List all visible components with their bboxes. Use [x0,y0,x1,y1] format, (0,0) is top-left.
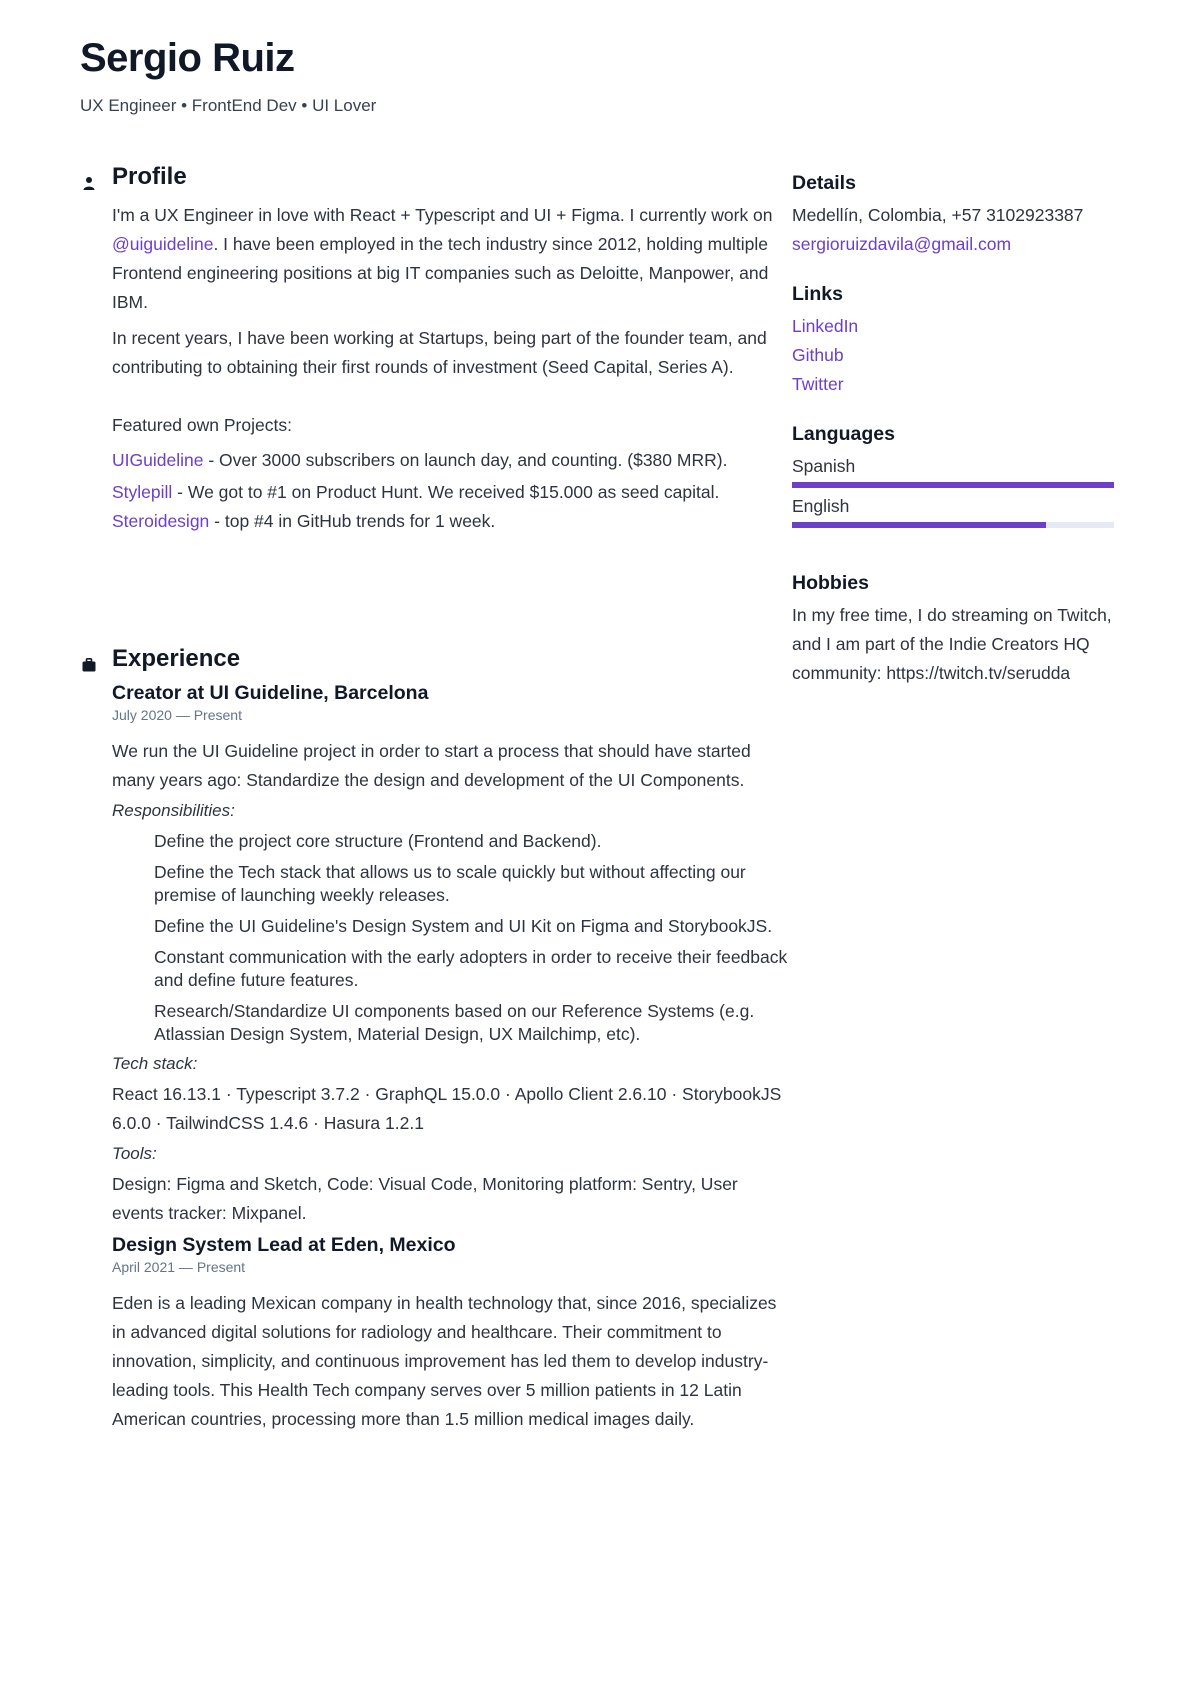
tools: Design: Figma and Sketch, Code: Visual Code, Monitoring platform: Sentry, User events tracker: Mixpanel. [112,1174,738,1223]
twitter-link[interactable]: Twitter [792,374,844,394]
responsibilities-label: Responsibilities: [112,801,235,820]
location-phone: Medellín, Colombia, +57 3102923387 [792,205,1084,225]
job-title: Design System Lead at Eden, Mexico [112,1234,456,1256]
language-name: Spanish [792,456,856,476]
project-link-uiguideline[interactable]: UIGuideline [112,450,204,470]
link-line [792,312,1114,341]
languages-heading: Languages [792,423,895,445]
language-level-bar [792,482,1114,488]
briefcase-icon [82,658,96,672]
details-heading: Details [792,172,856,194]
sidebar [792,172,1114,688]
project-item [112,507,792,536]
hobbies-heading: Hobbies [792,572,869,594]
profile-body [112,201,792,536]
headline: UX Engineer • FrontEnd Dev • UI Lover [80,96,377,115]
job-description: Eden is a leading Mexican company in health technology that, since 2016, specializes in advanced digital solutions for radiology and healthcare. Their commitment to innovation, simplicity, and continuous improvement has led them to develop industry-leading tools. This Health Tech company serves over 5 million patients in 12 Latin American countries, processing more than 1.5 million medical images daily. [112,1293,777,1429]
featured-projects-label: Featured own Projects: [112,415,292,435]
responsibility-item: Define the Tech stack that allows us to scale quickly but without affecting our premise of launching weekly releases. [154,862,746,905]
tech-stack-label: Tech stack: [112,1054,198,1073]
github-link[interactable]: Github [792,345,844,365]
language-level-fill [792,482,1114,488]
job-date: July 2020 — Present [112,707,242,723]
uiguideline-handle-link[interactable]: @uiguideline [112,234,214,254]
user-icon [82,176,96,190]
responsibility-item: Constant communication with the early adopters in order to receive their feedback and define future features. [154,947,788,990]
project-item [112,478,792,507]
responsibility-item: Research/Standardize UI components based on our Reference Systems (e.g. Atlassian Design System, Material Design, UX Mailchimp, etc). [154,1001,755,1044]
linkedin-link[interactable]: LinkedIn [792,316,859,336]
profile-paragraph-2: In recent years, I have been working at Startups, being part of the founder team, and contributing to obtaining their first rounds of investment (Seed Capital, Series A). [112,328,767,377]
email-link[interactable]: sergioruizdavila@gmail.com [792,234,1012,254]
profile-heading: Profile [112,163,187,190]
link-line [792,341,1114,370]
project-item [112,446,792,475]
job-date: April 2021 — Present [112,1259,246,1275]
job-title: Creator at UI Guideline, Barcelona [112,682,429,704]
link-line [792,370,1114,399]
candidate-name: Sergio Ruiz [80,36,295,80]
responsibility-item: Define the project core structure (Frontend and Backend). [154,831,602,851]
project-link-steroidesign[interactable]: Steroidesign [112,511,210,531]
experience-heading: Experience [112,645,241,672]
experience-body [112,682,792,1434]
tech-stack: React 16.13.1 · Typescript 3.7.2 · GraphQL 15.0.0 · Apollo Client 2.6.10 · StorybookJS 6.0.0 · TailwindCSS 1.4.6 · Hasura 1.2.1 [112,1084,782,1133]
language-name: English [792,496,850,516]
tools-label: Tools: [112,1144,157,1163]
links-heading: Links [792,283,843,305]
job-description: We run the UI Guideline project in order to start a process that should have started many years ago: Standardize the design and development of the UI Components. [112,741,751,790]
hobbies-text: In my free time, I do streaming on Twitch, and I am part of the Indie Creators HQ community: https://twitch.tv/serudda [792,605,1112,683]
responsibilities-list [112,830,792,1046]
profile-text: . I have been employed in the tech industry since 2012, holding multiple Frontend engineering positions at big IT companies such as Deloitte, Manpower, and IBM. [112,234,769,312]
profile-paragraph-1 [112,201,792,317]
project-description: - We got to #1 on Product Hunt. We received $15.000 as seed capital. [172,482,720,502]
project-description: - Over 3000 subscribers on launch day, and counting. ($380 MRR). [203,450,728,470]
responsibility-item: Define the UI Guideline's Design System and UI Kit on Figma and StorybookJS. [154,916,773,936]
language-level-bar [792,522,1114,528]
project-link-stylepill[interactable]: Stylepill [112,482,173,502]
email-line [792,230,1114,259]
profile-text: I'm a UX Engineer in love with React + Typescript and UI + Figma. I currently work on [112,205,773,225]
language-level-fill [792,522,1046,528]
project-description: - top #4 in GitHub trends for 1 week. [209,511,496,531]
